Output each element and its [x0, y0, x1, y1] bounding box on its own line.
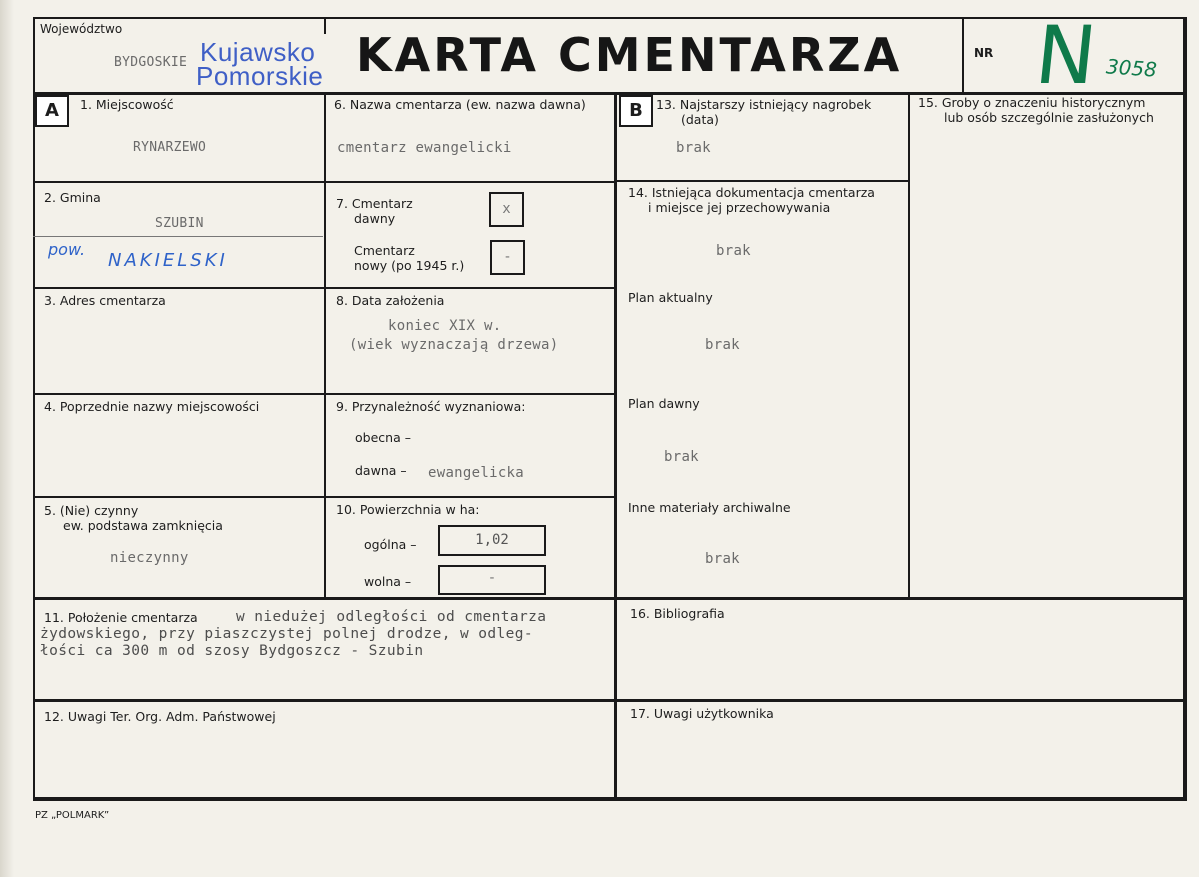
field-7-nowy-label-1: Cmentarz	[354, 243, 415, 258]
inne-materialy-value: brak	[705, 551, 740, 567]
field-10-wolna-label: wolna –	[364, 574, 412, 589]
a-line-4	[33, 496, 325, 498]
a-line-2	[33, 287, 325, 289]
col-line-1	[324, 93, 326, 598]
field-9-label: 9. Przynależność wyznaniowa:	[336, 399, 526, 414]
row-line-bottom-1	[33, 597, 1185, 600]
field-1-label: 1. Miejscowość	[80, 97, 174, 112]
a-line-1	[33, 181, 325, 183]
field-6-label: 6. Nazwa cmentarza (ew. nazwa dawna)	[334, 97, 586, 112]
plan-dawny-value: brak	[664, 449, 699, 465]
a-line-3	[33, 393, 325, 395]
plan-aktualny-value: brak	[705, 337, 740, 353]
field-14-value: brak	[716, 243, 751, 259]
field-10-ogolna-value[interactable]: 1,02	[438, 525, 546, 556]
field-11-label: 11. Położenie cmentarza	[44, 610, 198, 625]
field-14-label-2: i miejsce jej przechowywania	[648, 200, 831, 215]
field-8-label: 8. Data założenia	[336, 293, 445, 308]
b-line-1	[616, 180, 909, 182]
field-9-dawna-value: ewangelicka	[428, 465, 525, 481]
field-8-value-1: koniec XIX w.	[388, 318, 502, 334]
field-9-dawna-label: dawna –	[355, 463, 407, 478]
m-line-4	[325, 496, 615, 498]
field-6-value: cmentarz ewangelicki	[337, 140, 512, 156]
nr-label: NR	[974, 46, 994, 60]
stamp-line-2: Pomorskie	[196, 61, 324, 91]
field-17-label: 17. Uwagi użytkownika	[630, 706, 774, 721]
field-10-wolna-value[interactable]: -	[438, 565, 546, 595]
wojewodztwo-value: BYDGOSKIE	[114, 55, 188, 70]
field-7-nowy-checkbox[interactable]: -	[490, 240, 525, 275]
col-line-3	[908, 93, 910, 598]
pow-label: pow.	[48, 240, 86, 259]
region-stamp	[196, 37, 324, 91]
field-7-dawny-checkbox[interactable]: x	[489, 192, 524, 227]
field-10-label: 10. Powierzchnia w ha:	[336, 502, 480, 517]
field-13-label-1: 13. Najstarszy istniejący nagrobek	[656, 97, 872, 112]
m-line-3	[325, 393, 615, 395]
field-11-line-2: żydowskiego, przy piaszczystej polnej drodze, w odleg-	[40, 626, 534, 642]
field-5-label-1: 5. (Nie) czynny	[44, 503, 139, 518]
frame-bottom-thick	[33, 797, 1186, 800]
plan-dawny-label: Plan dawny	[628, 396, 700, 411]
nr-number: 3058	[1105, 54, 1158, 82]
header-sep-2	[962, 17, 964, 93]
field-13-value: brak	[676, 140, 711, 156]
plan-aktualny-label: Plan aktualny	[628, 290, 713, 305]
card-title: KARTA CMENTARZA	[356, 28, 903, 82]
frame-right-thick	[1183, 17, 1186, 801]
field-11-line-1: w niedużej odległości od cmentarza	[236, 609, 547, 625]
field-5-label-2: ew. podstawa zamknięcia	[63, 518, 223, 533]
field-12-label: 12. Uwagi Ter. Org. Adm. Państwowej	[44, 709, 276, 724]
field-5-value: nieczynny	[110, 550, 189, 566]
card-edge	[0, 0, 14, 877]
field-7-label-1: 7. Cmentarz	[336, 196, 413, 211]
field-3-label: 3. Adres cmentarza	[44, 293, 166, 308]
field-11-line-3: łości ca 300 m od szosy Bydgoszcz - Szubin	[40, 643, 424, 659]
field-2-value: SZUBIN	[155, 216, 204, 231]
col-line-2	[614, 93, 617, 797]
m-line-1	[325, 181, 615, 183]
stamp-line-1: Kujawsko	[200, 37, 316, 67]
field-1-value: RYNARZEWO	[133, 140, 207, 155]
field-7-nowy-label-2: nowy (po 1945 r.)	[354, 258, 465, 273]
field-2-label: 2. Gmina	[44, 190, 101, 205]
pow-underline	[33, 236, 323, 237]
field-9-obecna-label: obecna –	[355, 430, 411, 445]
field-13-label-2: (data)	[681, 112, 719, 127]
inne-materialy-label: Inne materiały archiwalne	[628, 500, 791, 515]
field-15-label-1: 15. Groby o znaczeniu historycznym	[918, 95, 1146, 110]
nr-letter: N	[1031, 9, 1101, 102]
header-sep-1	[324, 17, 326, 34]
wojewodztwo-label: Województwo	[40, 22, 123, 36]
field-10-ogolna-label: ogólna –	[364, 537, 417, 552]
field-7-label-2: dawny	[354, 211, 396, 226]
field-8-value-2: (wiek wyznaczają drzewa)	[349, 337, 559, 353]
section-a-marker: A	[35, 95, 69, 127]
section-b-marker: B	[619, 95, 653, 127]
m-line-2	[325, 287, 615, 289]
field-16-label: 16. Bibliografia	[630, 606, 725, 621]
footer-publisher: PZ „POLMARK”	[35, 810, 110, 821]
field-14-label-1: 14. Istniejąca dokumentacja cmentarza	[628, 185, 875, 200]
field-15-label-2: lub osób szczególnie zasłużonych	[944, 110, 1154, 125]
pow-value: NAKIELSKI	[108, 250, 228, 271]
row-line-bottom-2	[33, 699, 1185, 702]
field-4-label: 4. Poprzednie nazwy miejscowości	[44, 399, 260, 414]
